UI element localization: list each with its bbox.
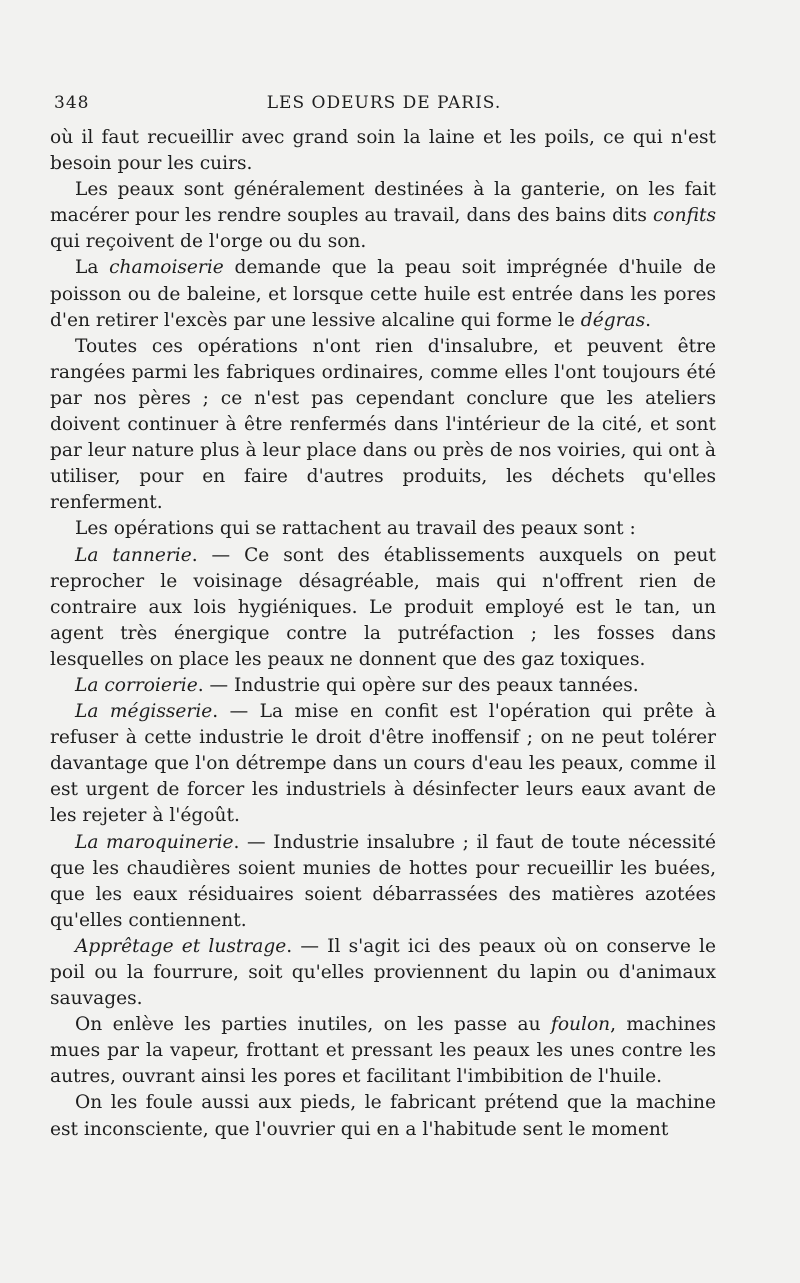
text-run: . — Il s'agit ici des peaux où on conserve le poil ou la fourrure, soit qu'elles proviennent du lapin ou d'animaux sauvages. — [50, 935, 717, 1010]
paragraph — [50, 255, 716, 333]
page-number: 348 — [54, 93, 90, 113]
text-run: où il faut recueillir avec grand soin la laine et les poils, ce qui n'est besoin pour les cuirs. — [50, 127, 716, 175]
text-run: Les opérations qui se rattachent au travail des peaux sont : — [75, 518, 636, 540]
text-run: Les peaux sont généralement destinées à la ganterie, on les fait macérer pour les rendre souples au travail, dans des bains dits — [50, 179, 716, 227]
paragraph — [50, 177, 716, 255]
italic-text: foulon — [550, 1014, 611, 1036]
text-run: . — Industrie insalubre ; il faut de toute nécessité que les chaudières soient munies de hottes pour recueillir les buées, que les eaux résiduaires soient débarrassées des matières azotées qu'elles contiennent. — [50, 831, 717, 931]
page-body — [50, 125, 716, 1143]
text-run: La — [75, 257, 110, 279]
text-run: . — Ce sont des établissements auxquels on peut reprocher le voisinage désagréable, mais qui n'offrent rien de contraire aux lois hygiéniques. Le produit employé est le tan, un agent très énergique contre la putréfaction ; les fosses dans lesquelles on place les peaux ne donnent que des gaz toxiques. — [50, 544, 716, 670]
paragraph — [50, 934, 716, 1012]
text-run: On les foule aussi aux pieds, le fabricant prétend que la machine est inconsciente, que l'ouvrier qui en a l'habitude sent le moment — [50, 1092, 716, 1140]
paragraph — [50, 1012, 716, 1090]
italic-text: La tannerie — [75, 544, 192, 566]
paragraph — [50, 334, 716, 517]
text-run: , machines mues par la vapeur, frottant et pressant les peaux les unes contre les autres, ouvrant ainsi les pores et facilitant l'imbibition de l'huile. — [50, 1014, 716, 1088]
text-run: demande que la peau soit imprégnée d'huile de poisson ou de baleine, et lorsque cette huile est entrée dans les pores d'en retirer l'excès par une lessive alcaline qui forme le — [50, 257, 716, 331]
italic-text: confits — [653, 205, 716, 227]
paragraph — [50, 516, 716, 542]
text-run: Toutes ces opérations n'ont rien d'insalubre, et peuvent être rangées parmi les fabriques ordinaires, comme elles l'ont toujours été par nos pères ; ce n'est pas cependant conclure que les ateliers doivent continuer à être renfermés dans l'intérieur de la cité, et sont par leur nature plus à leur place dans ou près de nos voiries, qui ont à utiliser, pour en faire d'autres produits, les déchets qu'elles renferment. — [50, 335, 716, 514]
italic-text: La maroquinerie — [75, 831, 234, 853]
italic-text: La corroierie — [75, 674, 198, 696]
text-run: . — [645, 309, 652, 331]
italic-text: dégras — [580, 309, 646, 331]
paragraph — [50, 673, 716, 699]
text-run: . — La mise en confit est l'opération qui prête à refuser à cette industrie le droit d'être inoffensif ; on ne peut tolérer davantage que l'on détrempe dans un cours d'eau les peaux, comme il est urgent de forcer les industriels à désinfecter leurs eaux avant de les rejeter à l'égoût. — [50, 701, 716, 827]
italic-text: La mégisserie — [75, 701, 213, 723]
paragraph — [50, 543, 716, 673]
paragraph — [50, 125, 716, 177]
text-run: On enlève les parties inutiles, on les passe au — [75, 1014, 551, 1036]
italic-text: Apprêtage et lustrage — [75, 935, 287, 957]
italic-text: chamoiserie — [109, 257, 224, 279]
paragraph — [50, 699, 716, 829]
paragraph — [50, 1090, 716, 1142]
running-title: LES ODEURS DE PARIS. — [266, 93, 502, 113]
text-run: qui reçoivent de l'orge ou du son. — [50, 231, 367, 253]
text-run: . — Industrie qui opère sur des peaux tannées. — [197, 674, 639, 696]
paragraph — [50, 830, 716, 934]
